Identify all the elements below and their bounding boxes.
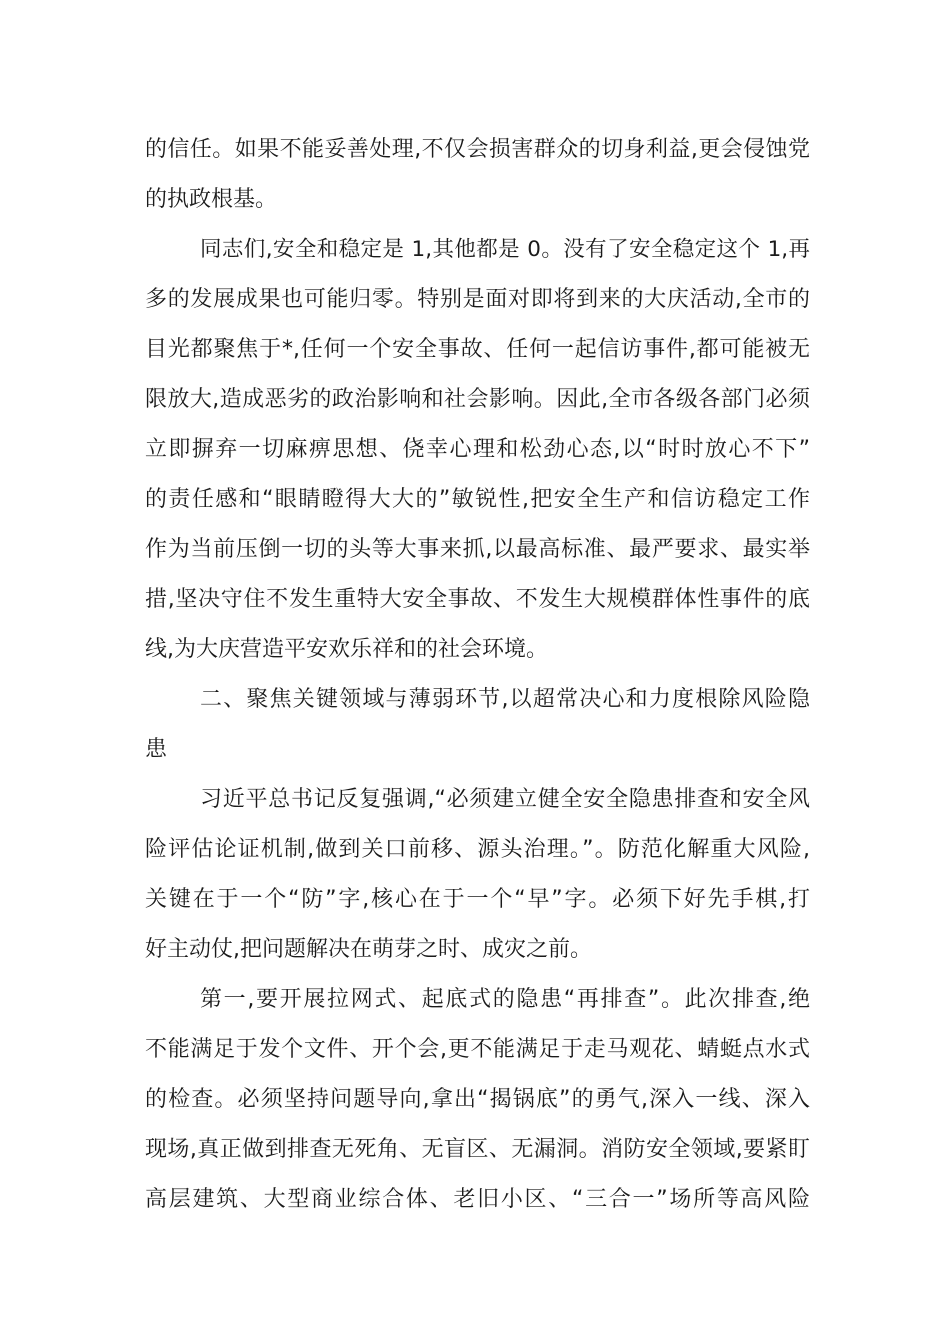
paragraph-start-line: 第一,要开展拉网式、起底式的隐患“再排查”。此次排查,绝 bbox=[200, 987, 810, 1012]
text-line-16: 关键在于一个“防”字,核心在于一个“早”字。必须下好先手棋,打 bbox=[145, 887, 810, 912]
paragraph-start-line: 习近平总书记反复强调,“必须建立健全安全隐患排查和安全风 bbox=[200, 787, 810, 812]
text-line-7: 立即摒弃一切麻痹思想、侥幸心理和松劲心态,以“时时放心不下” bbox=[145, 437, 810, 462]
section-heading-line-2: 患 bbox=[145, 737, 168, 762]
text-line-2: 的执政根基。 bbox=[145, 187, 278, 212]
text-line-21: 现场,真正做到排查无死角、无盲区、无漏洞。消防安全领域,要紧盯 bbox=[145, 1137, 810, 1162]
section-heading-line-1: 二、聚焦关键领域与薄弱环节,以超常决心和力度根除风险隐 bbox=[200, 687, 810, 712]
text-line-19: 不能满足于发个文件、开个会,更不能满足于走马观花、蜻蜓点水式 bbox=[145, 1037, 810, 1062]
text-line-6: 限放大,造成恶劣的政治影响和社会影响。因此,全市各级各部门必须 bbox=[145, 387, 810, 412]
text-line-11: 线,为大庆营造平安欢乐祥和的社会环境。 bbox=[145, 637, 548, 662]
text-line-9: 作为当前压倒一切的头等大事来抓,以最高标准、最严要求、最实举 bbox=[145, 537, 810, 562]
text-line-17: 好主动仗,把问题解决在萌芽之时、成灾之前。 bbox=[145, 937, 592, 962]
text-line-10: 措,坚决守住不发生重特大安全事故、不发生大规模群体性事件的底 bbox=[145, 587, 810, 612]
text-line-15: 险评估论证机制,做到关口前移、源头治理。”。防范化解重大风险, bbox=[145, 837, 810, 862]
text-line-22: 高层建筑、大型商业综合体、老旧小区、“三合一”场所等高风险 bbox=[145, 1187, 810, 1212]
text-line-4: 多的发展成果也可能归零。特别是面对即将到来的大庆活动,全市的 bbox=[145, 287, 810, 312]
text-line-5: 目光都聚焦于*,任何一个安全事故、任何一起信访事件,都可能被无 bbox=[145, 337, 810, 362]
text-line-1: 的信任。如果不能妥善处理,不仅会损害群众的切身利益,更会侵蚀党 bbox=[145, 137, 810, 162]
text-line-20: 的检查。必须坚持问题导向,拿出“揭锅底”的勇气,深入一线、深入 bbox=[145, 1087, 810, 1112]
paragraph-start-line: 同志们,安全和稳定是 1,其他都是 0。没有了安全稳定这个 1,再 bbox=[200, 237, 810, 262]
text-line-8: 的责任感和“眼睛瞪得大大的”敏锐性,把安全生产和信访稳定工作 bbox=[145, 487, 810, 512]
